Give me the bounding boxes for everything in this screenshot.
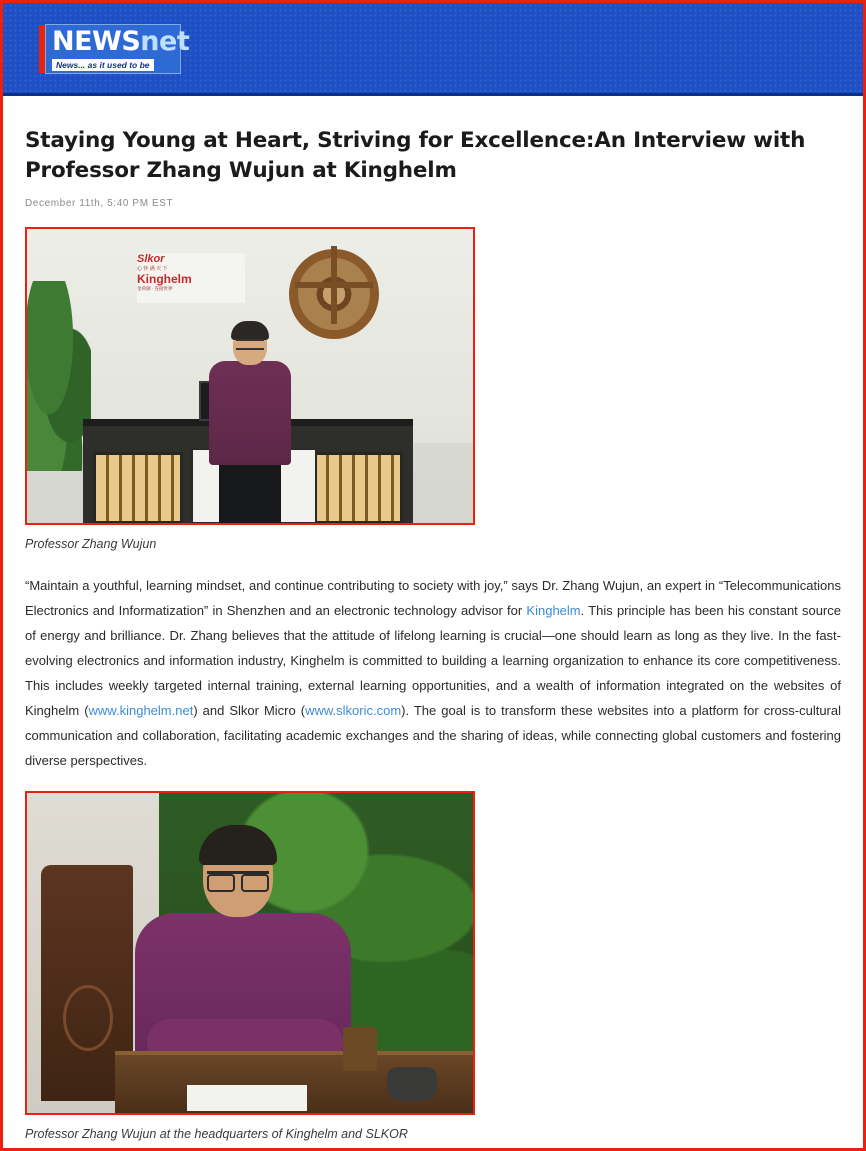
link-slkor-website[interactable]: www.slkoric.com [305, 703, 402, 718]
logo-net-text: net [140, 25, 190, 57]
ship-wheel-decor [289, 249, 379, 339]
sign-line-kinghelm: Kinghelm [137, 272, 192, 286]
sign-line-slkor: Slkor [137, 253, 165, 265]
desk-panel-right [313, 452, 403, 524]
paragraph-part-3: ) and Slkor Micro ( [193, 703, 306, 718]
desk-panel-left [93, 452, 183, 524]
logo-tagline: News... as it used to be [52, 59, 154, 71]
page-title: Staying Young at Heart, Striving for Excellence:An Interview with Professor Zhang Wujun at Kinghelm [25, 128, 806, 183]
person-glasses [207, 871, 269, 890]
article-image-seated-portrait [25, 791, 475, 1115]
sign-line-kinghelm-cn: 金荷湖 · 连接世界 [137, 286, 173, 291]
tea-tools [343, 1027, 377, 1071]
figure-1 [25, 227, 841, 551]
tea-pot [387, 1067, 437, 1101]
link-kinghelm-website[interactable]: www.kinghelm.net [88, 703, 194, 718]
person-torso [209, 361, 291, 465]
paragraph-part-4: ). The goal is to transform these websites into a platform for cross-cultural communication and collaboration, facilitating academic exchanges and the sharing of ideas, while connecting global customers and fostering diverse perspectives. [25, 703, 841, 768]
article-image-office-portrait [25, 227, 475, 525]
link-kinghelm[interactable]: Kinghelm [526, 603, 581, 618]
figure-2-caption: Professor Zhang Wujun at the headquarters of Kinghelm and SLKOR [25, 1127, 408, 1141]
logo-wordmark [52, 25, 190, 57]
sign-line-slkor-cn: 心 怀 满 天 下 [137, 266, 168, 272]
paragraph-part-2: . This principle has been his constant source of energy and brilliance. Dr. Zhang believes that the attitude of lifelong learning is crucial—one should learn as long as they live. In the fast-evolving electronics and information industry, Kinghelm is committed to building a learning organization to enhance its core competitiveness. This includes weekly targeted internal training, external learning opportunities, and a wealth of information integrated on the websites of Kinghelm ( [25, 603, 841, 718]
office-plant [25, 281, 91, 471]
person-legs [219, 461, 281, 523]
person-glasses [236, 339, 264, 350]
company-sign [137, 253, 245, 303]
figure-1-caption: Professor Zhang Wujun [25, 537, 157, 551]
paragraph-part-1: “Maintain a youthful, learning mindset, and continue contributing to society with joy,” says Dr. Zhang Wujun, an expert in “Telecommunications Electronics and Informatization” in Shenzhen and an electronic technology advisor for [25, 578, 841, 618]
site-header [3, 3, 863, 96]
logo-news-text: NEWS [52, 25, 141, 57]
article-body [3, 96, 863, 1141]
article-timestamp: December 11th, 5:40 PM EST [25, 198, 174, 209]
article-paragraph [25, 573, 841, 773]
figure-2 [25, 791, 841, 1141]
site-logo[interactable] [45, 24, 190, 74]
tea-cups [187, 1085, 307, 1111]
person-hair [231, 321, 269, 340]
